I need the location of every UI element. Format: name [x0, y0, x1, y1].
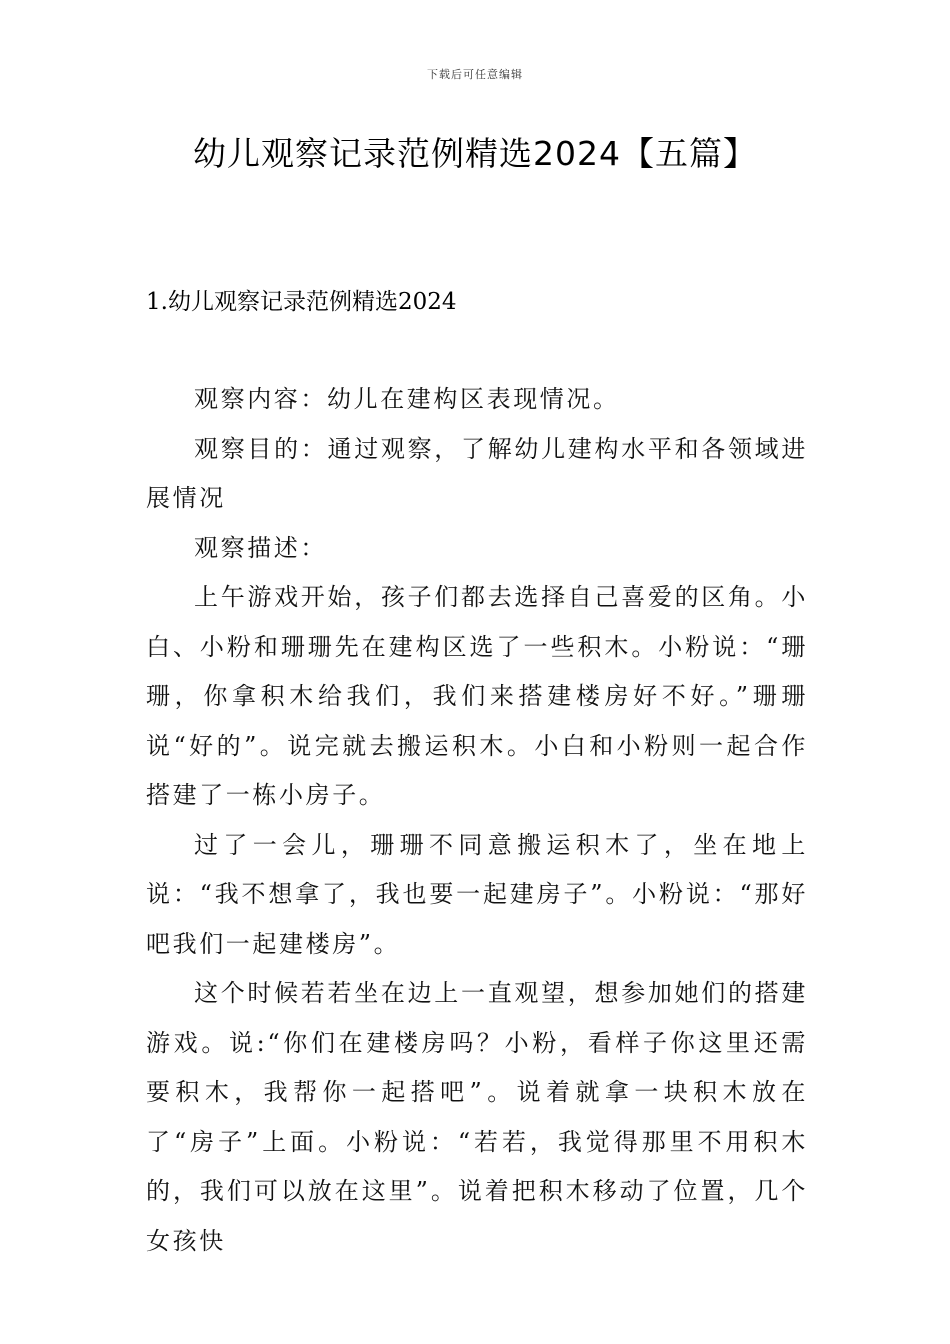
- page-header-note: 下载后可任意编辑: [427, 68, 523, 81]
- paragraph-observation-content: 观察内容：幼儿在建构区表现情况。: [194, 385, 620, 413]
- paragraph-observation-purpose: 观察目的：通过观察，了解幼儿建构水平和各领域进展情况: [146, 434, 808, 512]
- document-title: 幼儿观察记录范例精选2024【五篇】: [193, 134, 757, 173]
- document-body: [146, 375, 808, 1266]
- section-heading: 1.幼儿观察记录范例精选2024: [146, 289, 457, 315]
- paragraph-story-2: 过了一会儿，珊珊不同意搬运积木了，坐在地上说：“我不想拿了，我也要一起建房子”。小粉说：“那好吧我们一起建楼房”。: [146, 830, 808, 958]
- paragraph-observation-description-label: 观察描述：: [194, 533, 327, 562]
- paragraph-story-3: 这个时候若若坐在边上一直观望，想参加她们的搭建游戏。说:“你们在建楼房吗？小粉，看样子你这里还需要积木，我帮你一起搭吧”。说着就拿一块积木放在了“房子”上面。小粉说：“若若，我觉得那里不用积木的，我们可以放在这里”。说着把积木移动了位置，几个女孩快: [146, 979, 808, 1255]
- paragraph-story-1: 上午游戏开始，孩子们都去选择自己喜爱的区角。小白、小粉和珊珊先在建构区选了一些积木。小粉说：“珊珊，你拿积木给我们，我们来搭建楼房好不好。”珊珊说“好的”。说完就去搬运积木。小白和小粉则一起合作搭建了一栋小房子。: [146, 583, 808, 809]
